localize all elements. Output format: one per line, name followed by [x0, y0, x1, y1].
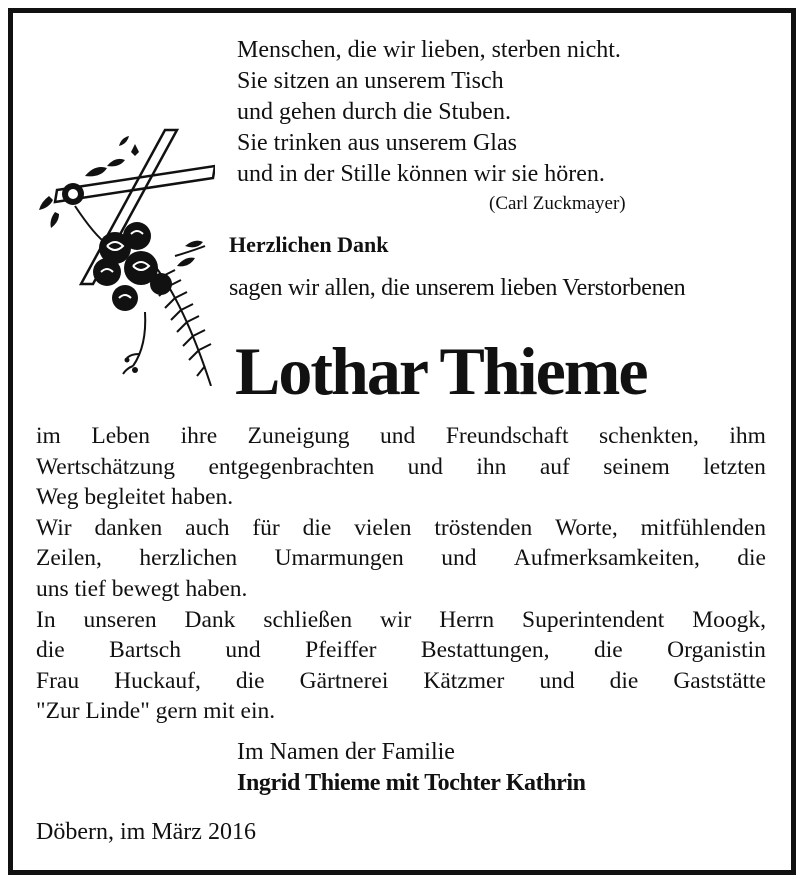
body-word: Umarmungen	[274, 545, 404, 572]
body-word: Frau	[36, 667, 80, 694]
poem-line: und gehen durch die Stuben.	[237, 99, 511, 125]
body-word: für	[252, 514, 280, 541]
body-word: auf	[539, 453, 570, 480]
body-word: und	[539, 667, 575, 694]
thanks-body-text	[36, 421, 766, 727]
body-word: die	[36, 637, 65, 664]
body-word: die	[593, 637, 623, 664]
body-word: Bartsch	[109, 637, 181, 664]
body-word: Herrn	[439, 606, 495, 633]
deceased-name: Lothar Thieme	[235, 333, 647, 409]
body-word: Leben	[91, 423, 151, 449]
body-word: vielen	[354, 514, 412, 541]
poem-line: Menschen, die wir lieben, sterben nicht.	[237, 37, 621, 63]
body-word: und	[225, 637, 261, 664]
body-word: Zeilen,	[36, 545, 102, 572]
body-word: im	[36, 423, 61, 449]
poem-author: (Carl Zuckmayer)	[489, 193, 626, 214]
body-word: "Zur Linde" gern mit ein.	[36, 698, 276, 725]
body-word: Worte,	[555, 514, 618, 541]
body-word: und	[407, 453, 443, 480]
body-line	[36, 696, 766, 727]
family-line: Im Namen der Familie	[237, 739, 455, 765]
body-word: herzlichen	[139, 545, 238, 572]
body-word: uns tief bewegt haben.	[36, 575, 248, 602]
body-word: auch	[185, 514, 230, 541]
body-word: Huckauf,	[114, 667, 201, 694]
body-word: unseren	[83, 606, 157, 633]
body-word: Zuneigung	[247, 423, 350, 449]
body-word: Freundschaft	[445, 423, 569, 449]
body-word: Moogk,	[692, 606, 766, 633]
body-word: und	[441, 545, 477, 572]
body-word: schließen	[263, 606, 353, 633]
body-word: entgegenbrachten	[208, 453, 375, 480]
family-signature	[237, 737, 586, 799]
body-word: Pfeiffer	[305, 637, 377, 664]
place-date: Döbern, im März 2016	[36, 819, 256, 845]
body-word: die	[609, 667, 639, 694]
body-word: Gaststätte	[673, 667, 766, 694]
body-word: schenkten,	[599, 423, 699, 449]
body-word: Wertschätzung	[36, 453, 176, 480]
thanks-heading: Herzlichen Dank	[229, 232, 389, 257]
poem-line: Sie trinken aus unserem Glas	[237, 130, 517, 156]
obituary-card	[8, 8, 796, 875]
body-word: und	[380, 423, 416, 449]
body-word: Bestattungen,	[420, 637, 550, 664]
body-line	[36, 635, 766, 666]
body-word: ihm	[729, 423, 766, 449]
body-word: Wir	[36, 514, 72, 541]
body-word: die	[302, 514, 332, 541]
poem-line: Sie sitzen an unserem Tisch	[237, 68, 504, 94]
body-word: Gärtnerei	[299, 667, 389, 694]
body-word: Organistin	[667, 637, 766, 664]
body-word: Weg begleitet haben.	[36, 484, 234, 511]
body-word: Dank	[184, 606, 236, 633]
body-line	[36, 513, 766, 544]
body-word: ihn	[476, 453, 507, 480]
body-word: In	[36, 606, 56, 633]
body-word: letzten	[703, 453, 766, 480]
body-word: mitfühlenden	[640, 514, 766, 541]
thanks-intro: sagen wir allen, die unserem lieben Verstorbenen	[229, 275, 686, 301]
poem-verse	[237, 35, 757, 190]
body-word: Superintendent	[522, 606, 665, 633]
body-word: danken	[94, 514, 163, 541]
body-word: Aufmerksamkeiten,	[513, 545, 700, 572]
family-names: Ingrid Thieme mit Tochter Kathrin	[237, 770, 586, 796]
body-line	[36, 543, 766, 574]
body-word: seinem	[603, 453, 670, 480]
body-line	[36, 452, 766, 483]
poem-line: und in der Stille können wir sie hören.	[237, 161, 605, 187]
body-word: die	[737, 545, 766, 572]
body-line	[36, 666, 766, 697]
body-word: tröstenden	[434, 514, 533, 541]
body-word: die	[235, 667, 265, 694]
body-line	[36, 482, 766, 513]
body-word: ihre	[180, 423, 218, 449]
body-line	[36, 605, 766, 636]
body-line	[36, 574, 766, 605]
cross-with-roses-icon	[35, 116, 215, 386]
body-line	[36, 421, 766, 452]
body-word: Kätzmer	[423, 667, 505, 694]
body-word: wir	[380, 606, 412, 633]
